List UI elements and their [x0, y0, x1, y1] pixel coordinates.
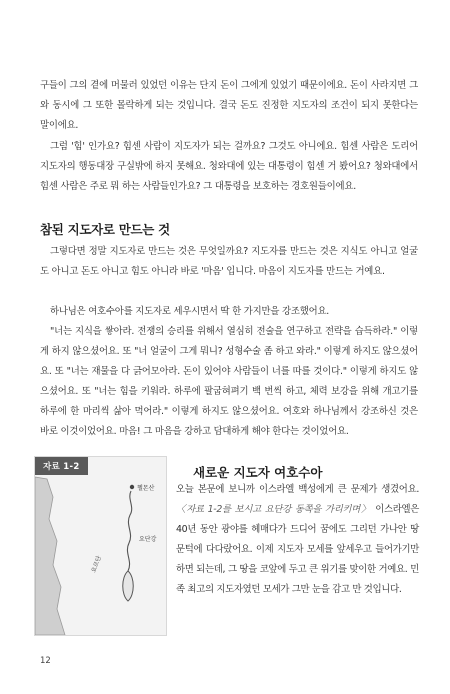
paragraph-1: 구들이 그의 곁에 머물러 있었던 이유는 단지 돈이 그에게 있었기 때문이에요. 돈이 사라지면 그와 동시에 그 또한 몰락하게 되는 것입니다. 결국 돈도 진정한 지도자의 조건이 되지 못한다는 말이에요.: [40, 80, 418, 131]
map-label-hermon: 헬몬산: [137, 485, 155, 492]
figure-label: 자료 1-2: [35, 457, 88, 475]
paragraph-2: 그럼 '힘' 인가요? 힘센 사람이 지도자가 되는 걸까요? 그것도 아니에요. 힘센 사람은 도리어 지도자의 행동대장 구실밖에 하지 못해요. 청와대에 있는 대통령이 힘센 거 봤어요? 청와대에서 힘센 사람은 주로 뭐 하는 사람들인가요? 그 대통령을 보호하는 경호원들이에요.: [40, 141, 418, 192]
map-label-jordan: 요르단: [90, 554, 103, 574]
side-paragraph-text-1: 오늘 본문에 보니까 이스라엘 백성에게 큰 문제가 생겼어요.: [176, 484, 419, 495]
side-heading: 새로운 지도자 여호수아: [193, 465, 323, 480]
map-figure: [34, 456, 167, 636]
page-number: 12: [40, 656, 51, 666]
paragraph-3: 그렇다면 정말 지도자로 만드는 것은 무엇일까요? 지도자를 만드는 것은 지식도 아니고 얼굴도 아니고 돈도 아니고 힘도 아니라 바로 '마음' 입니다. 마음이 지도자를 만드는 거예요.: [40, 246, 418, 277]
side-paragraph: [176, 480, 419, 600]
map-label-jordan-river: 요단강: [139, 536, 157, 543]
paragraph-4: 하나님은 여호수아를 지도자로 세우시면서 딱 한 가지만을 강조했어요.: [50, 306, 330, 317]
side-paragraph-emphasis: 〈자료 1-2를 보시고 요단강 동쪽을 가리키며〉: [176, 504, 372, 515]
section-heading: 참된 지도자로 만드는 것: [40, 222, 170, 237]
paragraph-5: "너는 지식을 쌓아라. 전쟁의 승리를 위해서 열심히 전술을 연구하고 전략을 습득하라." 이렇게 하지 않으셨어요. 또 "너 얼굴이 그게 뭐니? 성형수술 좀 하고 와라." 이렇게 하지도 않으셨어요. 또 "너는 재물을 다 긁어모아라. 돈이 있어야 사람들이 너를 따를 것이다." 이렇게 하지도 않으셨어요. 또 "너는 힘을 키워라. 하루에 팔굽혀펴기 백 번씩 하고, 체력 보강을 위해 개고기를 하루에 한 마리씩 삶아 먹어라." 이렇게 하지도 않으셨어요. 여호와 하나님께서 강조하신 것은 바로 이것이었어요. 마음! 그 마음을 강하고 담대하게 해야 한다는 것이었어요.: [40, 326, 418, 437]
side-paragraph-text-2: 이스라엘은 40년 동안 광야를 헤매다가 드디어 꿈에도 그리던 가나안 땅 문턱에 다다랐어요. 이제 지도자 모세를 앞세우고 들어가기만 하면 되는데, 그 땅을 코앞에 두고 큰 위기를 맞이한 거예요. 민족 최고의 지도자였던 모세가 그만 눈을 감고 만 것입니다.: [176, 504, 419, 595]
jordan-map-illustration: [35, 457, 166, 635]
mount-hermon-icon: [130, 485, 134, 489]
